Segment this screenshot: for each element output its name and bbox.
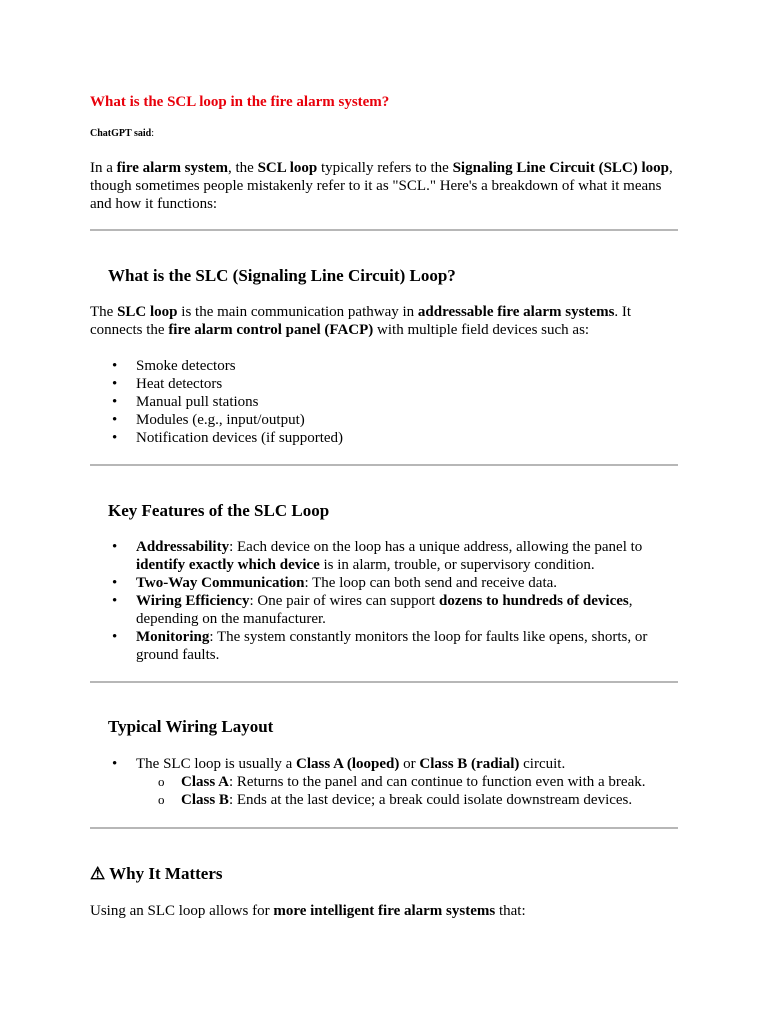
bold-text: Addressability (136, 539, 230, 555)
bold-text: fire alarm control panel (FACP) (168, 322, 374, 338)
text-run: is the main communication pathway in (177, 304, 418, 320)
bold-text: identify exactly which device (136, 557, 320, 573)
intro-paragraph (90, 159, 678, 213)
bullet: • (112, 376, 118, 392)
text-run: is in alarm, trouble, or supervisory condition. (319, 557, 595, 573)
sublist-item (90, 791, 678, 809)
bullet: • (112, 412, 118, 428)
text-run: : Each device on the loop has a unique address, allowing the panel to (229, 539, 643, 555)
wiring-list (90, 755, 678, 773)
text-run: , though sometimes people mistakenly refer to it as "SCL." Here's a breakdown of what it means and how it functions: (90, 160, 673, 212)
list-item (90, 628, 678, 664)
text-run: : The loop can both send and receive data. (304, 575, 558, 591)
bold-text: Wiring Efficiency (136, 593, 250, 609)
text-run: : One pair of wires can support (249, 593, 439, 609)
author-name: ChatGPT said (90, 128, 152, 139)
bold-text: Class A (looped) (296, 756, 400, 772)
bold-text: Class B (181, 792, 229, 808)
text-run: : The system constantly monitors the loop for faults like opens, shorts, or ground faults. (136, 629, 648, 663)
sub-bullet: o (158, 792, 165, 807)
divider (90, 681, 678, 683)
bold-text: addressable fire alarm systems (417, 304, 615, 320)
features-list (90, 538, 678, 664)
bold-text: more intelligent fire alarm systems (273, 903, 496, 919)
list-item (90, 755, 678, 773)
text-run: The (90, 304, 118, 320)
section-heading-features: Key Features of the SLC Loop (108, 501, 330, 520)
bold-text: fire alarm system (116, 160, 229, 176)
bullet: • (112, 593, 118, 609)
list-item: • Notification devices (if supported) (112, 430, 344, 446)
author-label (90, 128, 154, 139)
text-run: : Ends at the last device; a break could isolate downstream devices. (228, 792, 633, 808)
list-item: • Smoke detectors (112, 358, 236, 374)
section-heading-slc: What is the SLC (Signaling Line Circuit) Loop? (108, 266, 456, 285)
bullet: • (112, 394, 118, 410)
bullet: • (112, 358, 118, 374)
bold-text: Class B (radial) (419, 756, 520, 772)
device-list (90, 357, 343, 447)
divider (90, 464, 678, 466)
bold-text: Monitoring (136, 629, 210, 645)
sub-bullet: o (158, 774, 165, 789)
question-title: What is the SCL loop in the fire alarm system? (90, 94, 390, 110)
author-colon: : (151, 128, 155, 139)
text-run: : Returns to the panel and can continue to function even with a break. (228, 774, 646, 790)
text-run: with multiple field devices such as: (373, 322, 590, 338)
section-heading-wiring: Typical Wiring Layout (108, 717, 274, 736)
bullet: • (112, 430, 118, 446)
bold-text: Signaling Line Circuit (SLC) loop (452, 160, 670, 176)
text-run: , the (228, 160, 258, 176)
list-item (90, 574, 678, 592)
text-run: The SLC loop is usually a (136, 756, 296, 772)
text-run: that: (495, 903, 526, 919)
bullet: • (112, 756, 118, 772)
divider (90, 827, 678, 829)
bold-text: Class A (181, 774, 229, 790)
text-run: In a (90, 160, 117, 176)
text-run: or (399, 756, 420, 772)
bullet: • (112, 539, 118, 555)
divider (90, 229, 678, 231)
bold-text: dozens to hundreds of devices (439, 593, 629, 609)
text-run: circuit. (519, 756, 566, 772)
wiring-sublist (90, 773, 678, 809)
bold-text: SLC loop (117, 304, 178, 320)
list-item: • Manual pull stations (112, 394, 259, 410)
section-heading-why: ⚠ Why It Matters (90, 864, 223, 883)
section-paragraph-slc (90, 303, 678, 339)
list-item (90, 538, 678, 574)
bold-text: Two-Way Communication (136, 575, 305, 591)
text-run: typically refers to the (317, 160, 453, 176)
list-item: • Heat detectors (112, 376, 223, 392)
text-run: , depending on the manufacturer. (136, 593, 633, 627)
bullet: • (112, 575, 118, 591)
bullet: • (112, 629, 118, 645)
text-run: . It connects the (90, 304, 632, 338)
list-item (90, 592, 678, 628)
list-item: • Modules (e.g., input/output) (112, 412, 305, 428)
sublist-item (90, 773, 678, 791)
section-paragraph-why (90, 902, 526, 920)
bold-text: SCL loop (257, 160, 318, 176)
text-run: Using an SLC loop allows for (90, 903, 274, 919)
